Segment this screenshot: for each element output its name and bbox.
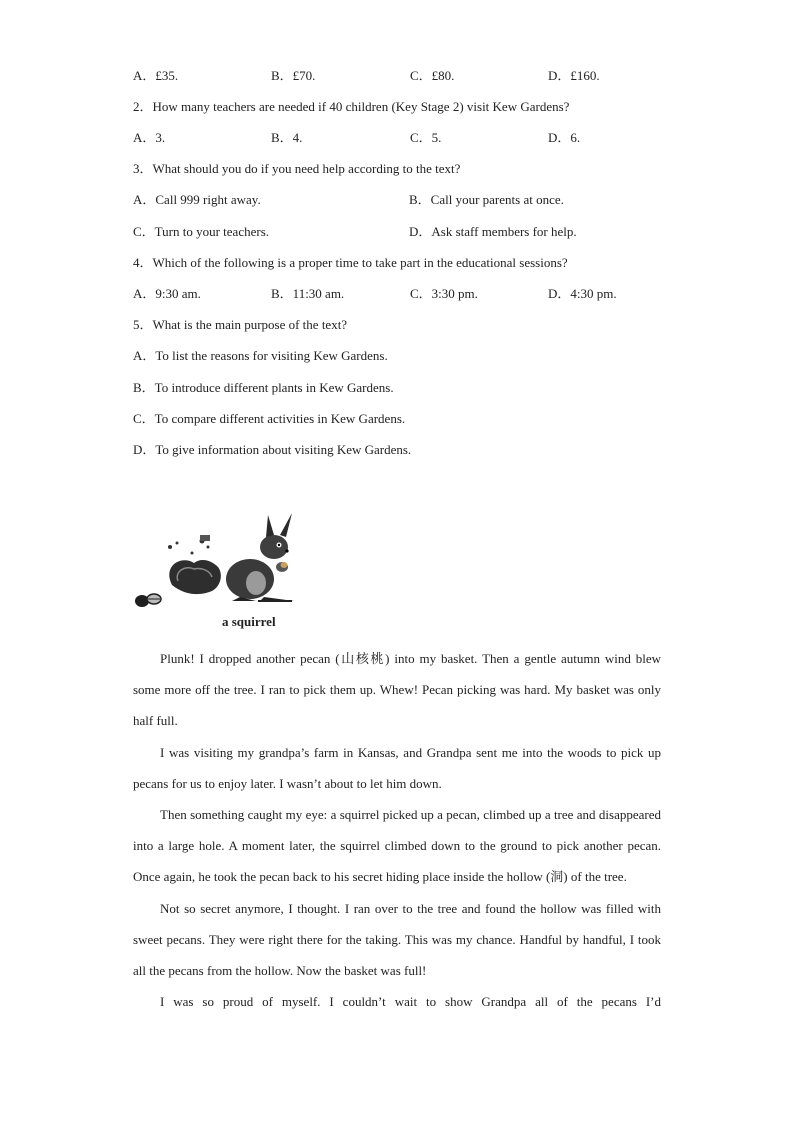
q1-option-a: A．£35. (133, 68, 179, 83)
q4-option-b: B．11:30 am. (271, 286, 345, 301)
squirrel-figure (132, 505, 302, 635)
passage-paragraph-1: Plunk! I dropped another pecan (山核桃) into my basket. Then a gentle autumn wind blew some more off the tree. I ran to pick them up. Whew! Pecan picking was hard. My basket was only half full. (133, 651, 661, 729)
q3-option-a: A．Call 999 right away. (133, 192, 261, 207)
q4-option-a: A．9:30 am. (133, 286, 201, 301)
q4-stem: 4．Which of the following is a proper time to take part in the educational sessions? (133, 255, 568, 270)
q5-option-d-row (0, 440, 794, 460)
q2-option-b: B．4. (271, 130, 303, 145)
passage (133, 643, 661, 1017)
q2-stem: 2．How many teachers are needed if 40 children (Key Stage 2) visit Kew Gardens? (133, 99, 570, 114)
q2-option-a: A．3. (133, 130, 166, 145)
q5-stem: 5．What is the main purpose of the text? (133, 317, 348, 332)
q2-options (0, 128, 794, 148)
q5-option-b: B．To introduce different plants in Kew Gardens. (133, 380, 394, 395)
q4-option-d: D．4:30 pm. (548, 286, 617, 301)
q3-option-c: C．Turn to your teachers. (133, 224, 270, 239)
passage-paragraph-5: I was so proud of myself. I couldn’t wait to show Grandpa all of the pecans I’d (160, 994, 661, 1010)
q3-stem: 3．What should you do if you need help according to the text? (133, 161, 461, 176)
q3-stem-row (0, 159, 794, 179)
q2-stem-row (0, 97, 794, 117)
q3-option-d: D．Ask staff members for help. (409, 224, 577, 239)
q3-option-b: B．Call your parents at once. (409, 192, 564, 207)
q5-option-d: D．To give information about visiting Kew Gardens. (133, 442, 412, 457)
q5-option-a-row (0, 346, 794, 366)
q3-options-ab (0, 190, 794, 210)
q3-options-cd (0, 222, 794, 242)
q5-option-a: A．To list the reasons for visiting Kew Gardens. (133, 348, 388, 363)
passage-paragraph-2: I was visiting my grandpa’s farm in Kansas, and Grandpa sent me into the woods to pick up pecans for us to enjoy later. I wasn’t about to let him down. (133, 744, 661, 791)
q1-options (0, 66, 794, 86)
q1-option-b: B．£70. (271, 68, 316, 83)
q5-stem-row (0, 315, 794, 335)
q2-option-c: C．5. (410, 130, 442, 145)
q5-option-b-row (0, 378, 794, 398)
q5-option-c-row (0, 409, 794, 429)
q4-options (0, 284, 794, 304)
figure-caption: a squirrel (222, 614, 276, 629)
squirrel-icon (132, 505, 302, 615)
passage-paragraph-4: Not so secret anymore, I thought. I ran over to the tree and found the hollow was filled with sweet pecans. They were right there for the taking. This was my chance. Handful by handful, I took all the pecans from the hollow. Now the basket was full! (133, 900, 661, 979)
q2-option-d: D．6. (548, 130, 581, 145)
q5-option-c: C．To compare different activities in Kew Gardens. (133, 411, 406, 426)
q1-option-c: C．£80. (410, 68, 455, 83)
q4-option-c: C．3:30 pm. (410, 286, 478, 301)
q4-stem-row (0, 253, 794, 273)
q1-option-d: D．£160. (548, 68, 600, 83)
passage-paragraph-3: Then something caught my eye: a squirrel picked up a pecan, climbed up a tree and disappeared into a large hole. A moment later, the squirrel climbed down to the ground to pick another pecan. Once again, he took the pecan back to his secret hiding place inside the hollow (洞) of the tree. (133, 807, 661, 885)
